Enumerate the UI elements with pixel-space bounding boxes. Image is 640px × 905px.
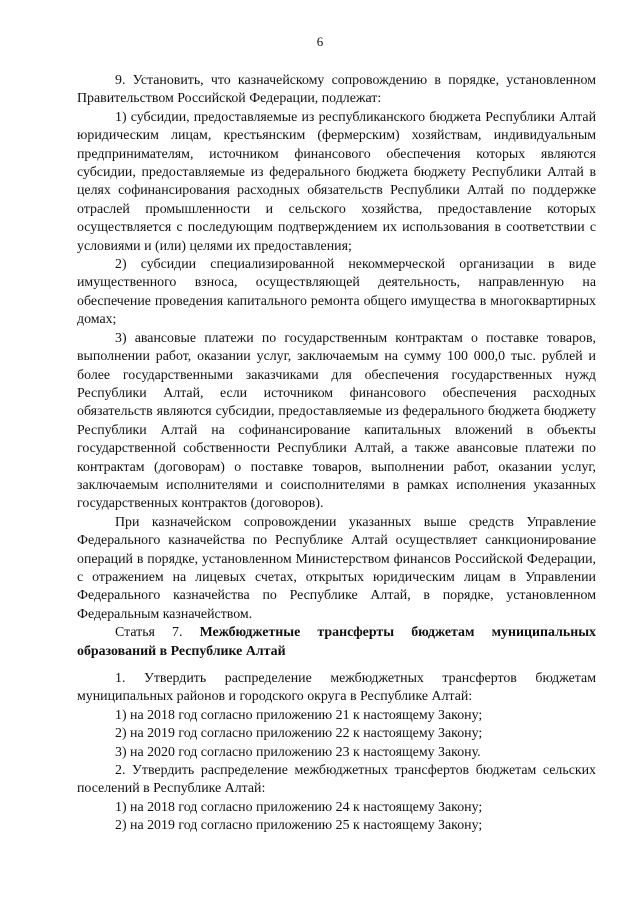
article-item-1-3: 3) на 2020 год согласно приложению 23 к настоящему Закону. [115,744,481,760]
article-item-2-1: 1) на 2018 год согласно приложению 24 к настоящему Закону; [115,799,483,815]
paragraph-treasury-support: При казначейском сопровождении указанных выше средств Управление Федерального казначейства по Республике Алтай осуществляет санкционирование операций в порядке, установленном Министерством финансов Российской Федерации, с отражением на лицевых счетах, открытых юридическим лицам в Управлении Федерального казначейства по Республике Алтай, в порядке, установленном Федеральным казначейством. [77,514,596,622]
article-title: Межбюджетные трансферты бюджетам муниципальных образований в Республике Алтай [77,625,597,659]
paragraph-item-2: 2) субсидии специализированной некоммерческой организации в виде имущественного взноса, осуществляющей деятельность, направленную на обеспечение проведения капитального ремонта общего имущества в многоквартирных домах; [77,257,596,328]
paragraph-item-3: 3) авансовые платежи по государственным контрактам о поставке товаров, выполнении работ, оказании услуг, заключаемым на сумму 100 000,0 тыс. рублей и более государственными заказчиками для обеспечения государственных нужд Республики Алтай, если источником финансового обеспечения расходных обязательств являются субсидии, предоставляемые из федерального бюджета бюджету Республики Алтай на софинансирование капитальных вложений в объекты государственной собственности Республики Алтай, а также авансовые платежи по контрактам (договорам) о поставке товаров, выполнении работ, оказании услуг, заключаемым исполнителями и соисполнителями в рамках исполнения указанных государственных контрактов (договоров). [77,330,596,512]
paragraph-9-intro: 9. Установить, что казначейскому сопровождению в порядке, установленном Правительством Российской Федерации, подлежат: [77,73,596,107]
article-item-2-2: 2) на 2019 год согласно приложению 25 к настоящему Закону; [115,818,483,834]
paragraph-item-1: 1) субсидии, предоставляемые из республиканского бюджета Республики Алтай юридическим лицам, крестьянским (фермерским) хозяйствам, индивидуальным предпринимателям, источником финансового обеспечения которых являются субсидии, предоставляемые из федерального бюджета бюджету Республики Алтай в целях софинансирования расходных обязательств Республики Алтай по поддержке отраслей промышленности и сельского хозяйства, предоставление которых осуществляется с последующим подтверждением их использования в соответствии с условиями и (или) целями их предоставления; [77,109,596,254]
article-heading [77,624,596,661]
article-prefix: Статья 7. [115,625,183,641]
article-item-1-1: 1) на 2018 год согласно приложению 21 к настоящему Закону; [115,707,483,723]
page-number: 6 [316,34,324,49]
document-body [77,72,596,836]
article-item-1: 1. Утвердить распределение межбюджетных трансфертов бюджетам муниципальных районов и городского округа в Республике Алтай: [77,671,596,705]
article-item-2: 2. Утвердить распределение межбюджетных трансфертов бюджетам сельских поселений в Республике Алтай: [77,763,596,797]
article-item-1-2: 2) на 2019 год согласно приложению 22 к настоящему Закону; [115,726,483,742]
